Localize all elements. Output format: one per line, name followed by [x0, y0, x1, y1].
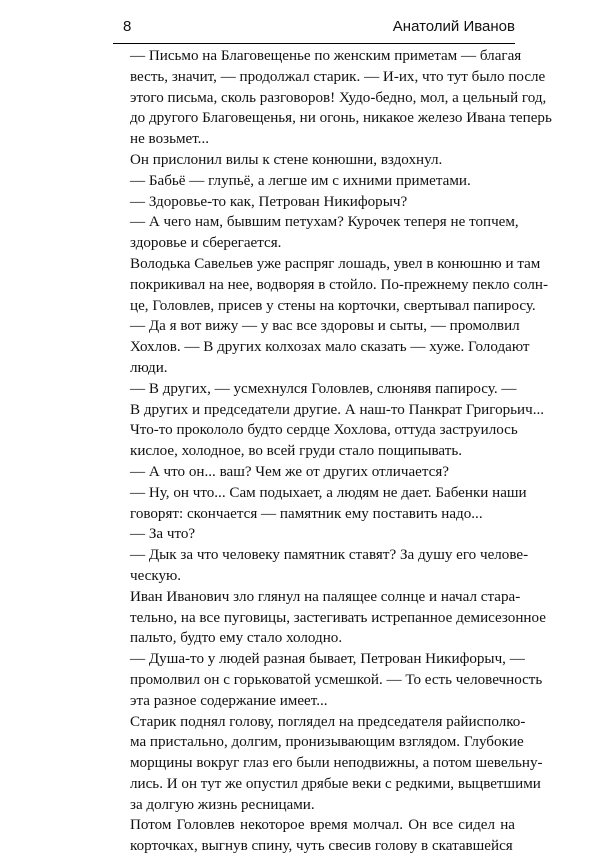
text-line: ма пристально, долгим, пронизывающим взглядом. Глубокие [130, 734, 524, 751]
text-line: — Да я вот вижу — у вас все здоровы и сыты, — промолвил [130, 318, 520, 335]
paragraph [113, 192, 515, 213]
text-line: здоровье и сберегается. [130, 235, 282, 252]
text-line: — А чего нам, бывшим петухам? Курочек теперя не топчем, [130, 214, 519, 231]
text-line: — Письмо на Благовещенье по женским приметам — благая [130, 48, 522, 64]
text-line: Старик поднял голову, поглядел на председателя райисполко- [130, 713, 526, 730]
paragraph [113, 462, 515, 483]
paragraph [113, 46, 552, 150]
text-line: промолвил он с горьковатой усмешкой. — То есть человечность [130, 671, 543, 688]
text-line: тельно, на все пуговицы, застегивать истрепанное демисезонное [130, 609, 546, 626]
paragraph [113, 483, 527, 525]
text-line: до другого Благовещенья, ни огонь, никакое железо Ивана теперь [130, 110, 552, 127]
paragraph [113, 587, 546, 649]
text-line: це, Головлев, присев у стены на корточки, свертывал папиросу. [130, 297, 536, 314]
text-line: люди. [130, 359, 168, 376]
paragraph [113, 150, 515, 171]
paragraph [113, 524, 515, 545]
paragraph [113, 316, 530, 378]
text-line: за долгую жизнь ресницами. [130, 796, 315, 813]
text-line: покрикивал на нее, водворяя в стойло. По-прежнему пекло солн- [130, 276, 548, 293]
text-line: Иван Иванович зло глянул на палящее солнце и начал стара- [130, 588, 521, 605]
paragraph [113, 254, 548, 316]
text-line: кислое, холодное, во всей груди стало пощипывать. [130, 443, 462, 460]
page-header [113, 17, 515, 44]
text-line: весть, значит, — продолжал старик. — И-их, что тут было после [130, 68, 546, 85]
paragraph [113, 712, 543, 816]
text-line: Хохлов. — В других колхозах мало сказать — хуже. Голодают [130, 339, 530, 356]
text-line: — Бабьё — глупьё, а легше им с ихними приметами. [130, 172, 471, 189]
text-line: не возьмет... [130, 131, 209, 148]
text-line: — За что? [130, 526, 196, 543]
paragraph [113, 212, 519, 254]
text-line: — Ну, он что... Сам подыхает, а людям не дает. Бабенки наши [130, 484, 527, 501]
text-line: морщины вокруг глаз его были неподвижны, а потом шевельну- [130, 755, 543, 772]
text-line: Потом Головлев некоторое время молчал. Он все сидел на [130, 817, 515, 834]
text-line: пальто, будто ему стало холодно. [130, 630, 343, 647]
text-line: ческую. [130, 567, 182, 584]
text-line: эта разное содержание имеет... [130, 692, 328, 709]
text-line: В других и председатели другие. А наш-то Панкрат Григорьич... [130, 401, 545, 418]
running-title: Анатолий Иванов [392, 18, 515, 35]
page-number: 8 [123, 18, 132, 35]
text-line: Володька Савельев уже распряг лошадь, увел в конюшню и там [130, 255, 541, 272]
text-line: — Дык за что человеку памятник ставят? За душу его челове- [130, 547, 529, 564]
text-line: — А что он... ваш? Чем же от других отличается? [130, 463, 449, 480]
text-line: лись. И он тут же опустил дрябые веки с редкими, выцветшими [130, 775, 541, 792]
text-line: этого письма, сколь разговоров! Худо-бедно, мол, а цельный год, [130, 89, 547, 106]
paragraph [113, 379, 545, 421]
text-line: — Здоровье-то как, Петрован Никифорыч? [130, 193, 408, 210]
text-line: — В других, — усмехнулся Головлев, слюнявя папиросу. — [130, 380, 517, 397]
paragraph [113, 815, 515, 857]
paragraph [113, 545, 529, 587]
text-line: Он прислонил вилы к стене конюшни, вздохнул. [130, 151, 443, 168]
text-line: корточках, выгнув спину, чуть свесив голову в скатавшейся [130, 838, 513, 855]
paragraph [113, 171, 515, 192]
body-text [113, 46, 552, 857]
paragraph [113, 649, 543, 711]
paragraph [113, 420, 518, 462]
text-line: Что-то прокололо будто сердце Хохлова, оттуда заструилось [130, 422, 518, 439]
text-line: говорят: скончается — памятник ему поставить надо... [130, 505, 483, 522]
text-line: — Душа-то у людей разная бывает, Петрован Никифорыч, — [130, 651, 525, 668]
